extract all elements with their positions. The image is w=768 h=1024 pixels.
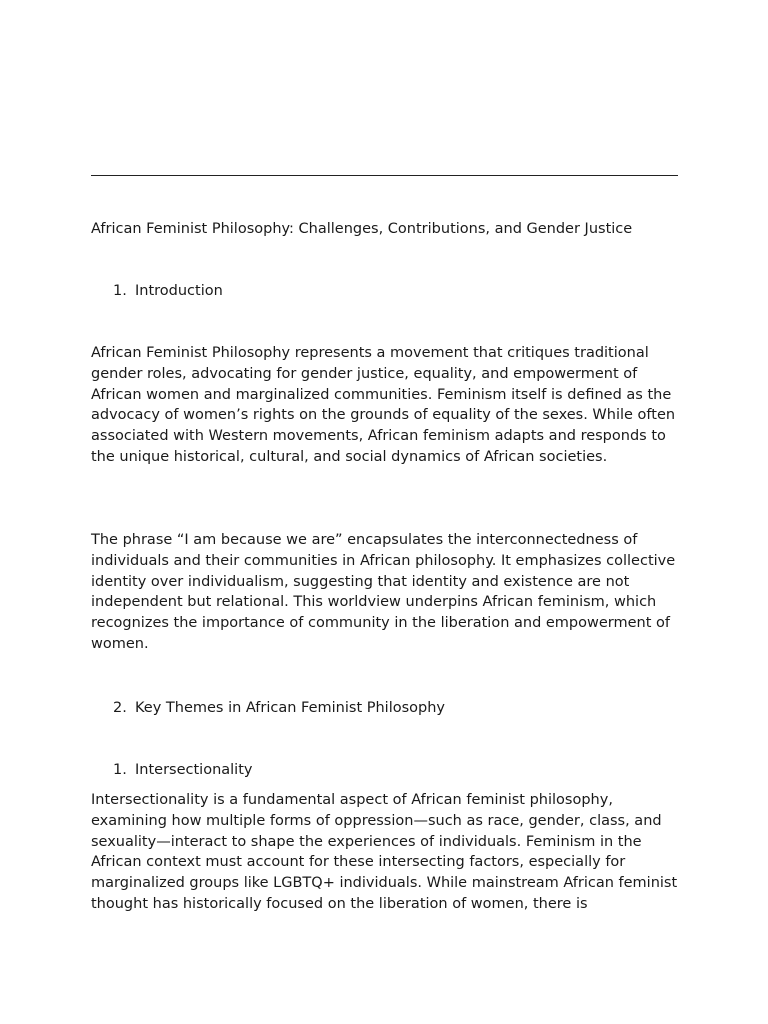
section-number: 1. — [113, 283, 127, 299]
section-heading-key-themes — [113, 698, 445, 718]
paragraph-introduction: African Feminist Philosophy represents a movement that critiques traditional gender roles, advocating for gender justice, equality, and empowerment of African women and marginalized communities. Feminism itself is defined as the advocacy of women’s rights on the grounds of equality of the sexes. While often associated with Western movements, African feminism adapts and responds to the unique historical, cultural, and social dynamics of African societies. — [91, 345, 676, 465]
paragraph-ubuntu: The phrase “I am because we are” encapsulates the interconnectedness of individuals and their communities in African philosophy. It emphasizes collective identity over individualism, suggesting that identity and existence are not independent but relational. This worldview underpins African feminism, which recognizes the importance of community in the liberation and empowerment of women. — [91, 532, 676, 652]
subsection-number: 1. — [113, 762, 127, 778]
subsection-heading-intersectionality — [113, 760, 252, 780]
subsection-heading-text: Intersectionality — [135, 762, 253, 778]
paragraph-intersectionality: Intersectionality is a fundamental aspect of African feminist philosophy, examining how multiple forms of oppression—such as race, gender, class, and sexuality—interact to shape the experiences of individuals. Feminism in the African context must account for these intersecting factors, especially for marginalized groups like LGBTQ+ individuals. While mainstream African feminist thought has historically focused on the liberation of women, there is — [91, 792, 678, 912]
header-divider — [91, 175, 678, 176]
section-heading-text: Introduction — [135, 283, 223, 299]
section-heading-introduction — [113, 281, 223, 301]
document-title: African Feminist Philosophy: Challenges, Contributions, and Gender Justice — [91, 221, 633, 237]
section-heading-text: Key Themes in African Feminist Philosophy — [135, 700, 446, 716]
section-number: 2. — [113, 700, 127, 716]
